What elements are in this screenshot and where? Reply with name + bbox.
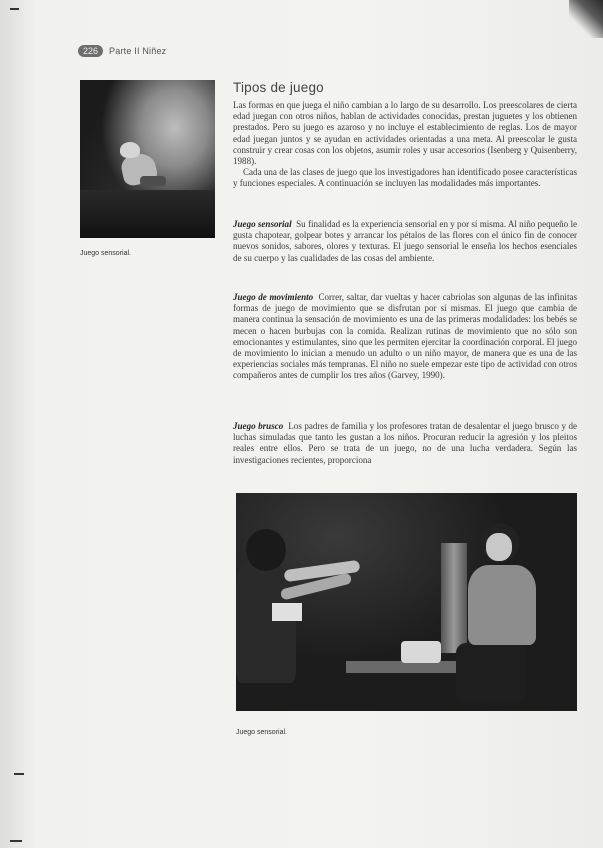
part-label: Parte II Niñez [109, 46, 167, 56]
subsection-text: Correr, saltar, dar vueltas y hacer cabriolas son algunas de las infinitas formas de juego de movimiento que se disfrutan por sí mismas. El juego que cambia de manera continua la sensación de movimiento es una de las primeras modalidades: los bebés se mecen o hacen burbujas con la comida. Realizan rutinas de movimiento que no sólo son emocionantes y estimulantes, sino que les permiten ejercitar la coordinación corporal. El juego de movimiento lo inician a menudo un adulto o un niño mayor, de manera que es una de las experiencias sociales más tempranas. El niño no suele empezar este tipo de actividad con otros compañeros antes de cumplir los tres años (Garvey, 1990). [233, 292, 577, 381]
subsection-sensory-play [233, 219, 577, 264]
scan-mark [10, 840, 22, 842]
subsection-heading: Juego brusco [233, 421, 284, 431]
subsection-heading: Juego sensorial [233, 219, 292, 229]
scan-mark [14, 773, 24, 775]
sensory-play-photo [80, 80, 215, 238]
scan-corner-shadow [569, 0, 603, 38]
paragraph: Las formas en que juega el niño cambian a lo largo de su desarrollo. Los preescolares de cierta edad juegan con otros niños, hablan de actividades conocidas, prestan juguetes y los obtienen prestados. Pero su juego es azaroso y no incluye el establecimiento de reglas. Los de mayor edad juegan juntos y se ayudan en actividades orientadas a una meta. Al preescolar le gusta construir y crear cosas con los objetos, asumir roles y usar accesorios (Isenberg y Quisenberry, 1988). [233, 100, 577, 167]
subsection-text: Los padres de familia y los profesores tratan de desalentar el juego brusco y de luchas simuladas que tanto les gustan a los niños. Procuran reducir la agresión y los pleitos reales entre ellos. Pero se trata de un juego, no de una lucha verdadera. Según las investigaciones recientes, proporciona [233, 421, 578, 465]
subsection-heading: Juego de movimiento [233, 292, 314, 302]
photo-caption: Juego sensorial. [236, 729, 287, 736]
running-header [78, 44, 166, 58]
children-playing-photo [236, 493, 577, 711]
subsection-text: Su finalidad es la experiencia sensorial en y por sí misma. Al niño pequeño le gusta chapotear, golpear botes y arrancar los pétalos de las flores con el único fin de conocer nuevos sonidos, sabores, olores y texturas. El juego sensorial le enseña los hechos esenciales de su cuerpo y las cualidades de las cosas del ambiente. [233, 219, 577, 263]
page-number: 226 [78, 45, 103, 57]
subsection-movement-play [233, 292, 577, 382]
subsection-rough-play [233, 421, 577, 466]
paragraph: Cada una de las clases de juego que los investigadores han identificado posee características y funciones especiales. A continuación se incluyen las modalidades más importantes. [233, 167, 577, 189]
intro-text [233, 100, 577, 190]
photo-caption: Juego sensorial. [80, 250, 131, 257]
section-title: Tipos de juego [233, 80, 324, 95]
scan-mark [10, 8, 19, 10]
